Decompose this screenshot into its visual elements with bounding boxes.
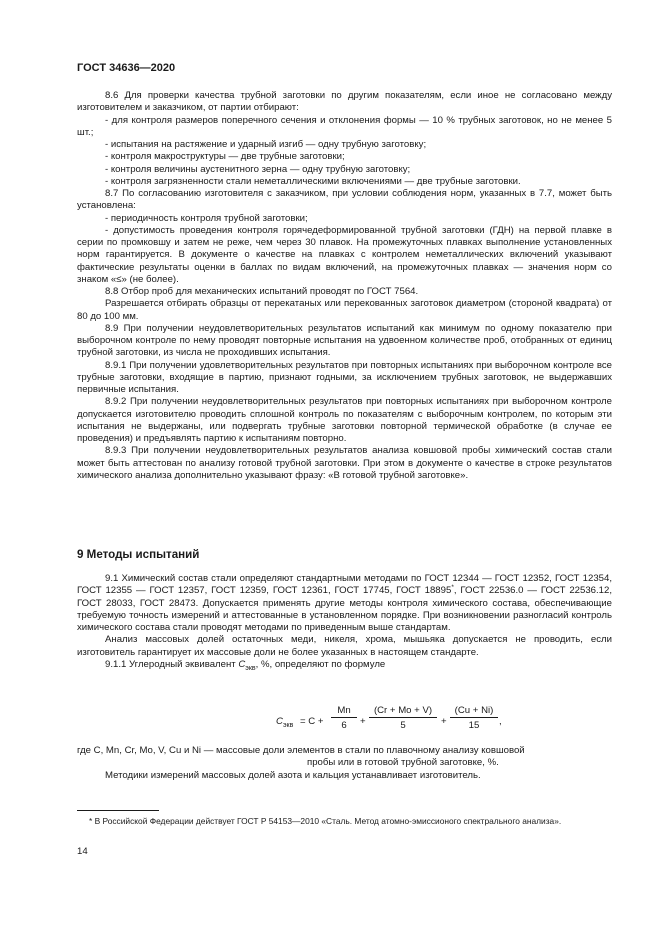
- list-item: - периодичность контроля трубной заготовки;: [105, 212, 308, 224]
- section-9-body: [77, 573, 612, 671]
- footnote-mark: *: [451, 584, 454, 592]
- footnote: * В Российской Федерации действует ГОСТ Р 54153—2010 «Сталь. Метод атомно-эмиссионого спектрального анализа».: [89, 816, 562, 826]
- paragraph-8-7: 8.7 По согласованию изготовителя с заказчиком, при условии соблюдения норм, указанных в 7.7, может быть установлена:: [77, 188, 612, 212]
- list-item: - для контроля размеров поперечного сечения и отклонения формы — 10 % трубных заготовок, но не менее 5 шт.;: [77, 114, 612, 138]
- fraction-cr-mo-v: $\frac{(Cr + Mo + V)}{5}$: [369, 705, 437, 731]
- paragraph-8-9-1: 8.9.1 При получении удовлетворительных результатов при повторных испытаниях при выборочном контроле все трубные заготовки, входящие в партию, признают годными, за исключением трубных заготовок, не выдержавших первичные испытания.: [77, 359, 612, 395]
- paragraph: Анализ массовых долей остаточных меди, никеля, хрома, мышьяка допускается не проводить, если изготовитель гарантирует их массовые доли не более указанных в настоящем стандарте.: [77, 634, 612, 658]
- list-item: - контроля загрязненности стали неметаллическими включениями — две трубные заготовки.: [105, 175, 521, 187]
- formula-explanation: [77, 745, 612, 782]
- paragraph-9-1-1: 9.1.1 Углеродный эквивалент $C_{экв}$, %, определяют по формуле: [105, 658, 386, 672]
- section-9-title: 9 Методы испытаний: [77, 548, 200, 561]
- paragraph-8-9: 8.9 При получении неудовлетворительных результатов испытаний как минимум по одному показателю при выборочном контроле по нему проводят повторные испытания на удвоенном количестве проб, отобранных от единиц трубной заготовки, из числа не проходивших испытания.: [77, 322, 612, 359]
- footnote-divider: [77, 810, 159, 811]
- document-header: ГОСТ 34636—2020: [77, 62, 176, 74]
- section-8-body: [77, 90, 612, 482]
- list-item: - испытания на растяжение и ударный изгиб — одну трубную заготовку;: [105, 139, 427, 150]
- page-number: 14: [77, 846, 88, 857]
- paragraph-8-6: 8.6 Для проверки качества трубной заготовки по другим показателям, если иное не согласовано между изготовителем и заказчиком, от партии отбирают:: [77, 90, 612, 114]
- where-clause: где C, Mn, Cr, Mo, V, Cu и Ni — массовые доли элементов в стали по плавочному анализу ковшовой: [77, 745, 525, 756]
- list-item: - контроля величины аустенитного зерна — одну трубную заготовку;: [105, 163, 411, 175]
- paragraph: Методики измерений массовых долей азота и кальция устанавливает изготовитель.: [105, 769, 481, 781]
- list-item: - допустимость проведения контроля горячедеформированной трубной заготовки (ГДН) на первой плавке в серии по промковшу и затем не реже, чем через 30 плавок. На промежуточных плавках выполнение установленных норм гарантируется. В документе о качестве на плавках с контролем неметаллических включений указывают фактические результаты оценки в баллах по видам включений, на промежуточных плавках — значения норм со знаком «≤» (не более).: [77, 224, 612, 285]
- paragraph-8-8: 8.8 Отбор проб для механических испытаний проводят по ГОСТ 7564.: [105, 286, 419, 297]
- fraction-cu-ni: $\frac{(Cu + Ni)}{15}$: [450, 705, 498, 731]
- paragraph: Разрешается отбирать образцы от перекатаных или перекованных заготовок диаметром (стороной квадрата) от 80 до 100 мм.: [77, 298, 612, 322]
- list-item: - контроля макроструктуры — две трубные заготовки;: [105, 151, 345, 163]
- carbon-equivalent-formula: $C_{экв}$ = C + $\frac{Mn}{6}$ + $\frac{(Cr + Mo + V)}{5}$ + $\frac{(Cu + Ni)}{15}$ ,: [276, 705, 502, 731]
- paragraph-8-9-2: 8.9.2 При получении неудовлетворительных результатов при повторных испытаниях при выборочном контроле допускается изготовителю проводить сплошной контроль по показателям с выборочным контролем, по которым эти испытания не выдержаны, или подвергать трубные заготовки повторной термической обработке (в случае ее проведения) и предъявлять партию к испытаниям повторно.: [77, 396, 612, 444]
- paragraph-8-9-3: 8.9.3 При получении неудовлетворительных результатов анализа ковшовой пробы химический состав стали может быть аттестован по анализу готовой трубной заготовки. При этом в документе о качестве в строке результатов химического анализа дополнительно указывают фразу: «В готовой трубной заготовке».: [77, 445, 612, 481]
- fraction-mn: $\frac{Mn}{6}$: [331, 705, 357, 731]
- where-clause-cont: пробы или в готовой трубной заготовке, %.: [307, 757, 499, 769]
- paragraph-9-1: 9.1 Химический состав стали определяют стандартными методами по ГОСТ 12344 — ГОСТ 12352, ГОСТ 12354, ГОСТ 12355 — ГОСТ 12357, ГОСТ 12359, ГОСТ 12361, ГОСТ 17745, ГОСТ 18895*, ГОСТ 22536.0 — ГОСТ 22536.12, ГОСТ 28033, ГОСТ 28473. Допускается применять другие методы контроля химического состава, обеспечивающие требуемую точность измерений и аттестованные в установленном порядке. При возникновении разногласий контроль химического состава стали проводят методами по приведенным выше стандартам.: [77, 573, 612, 633]
